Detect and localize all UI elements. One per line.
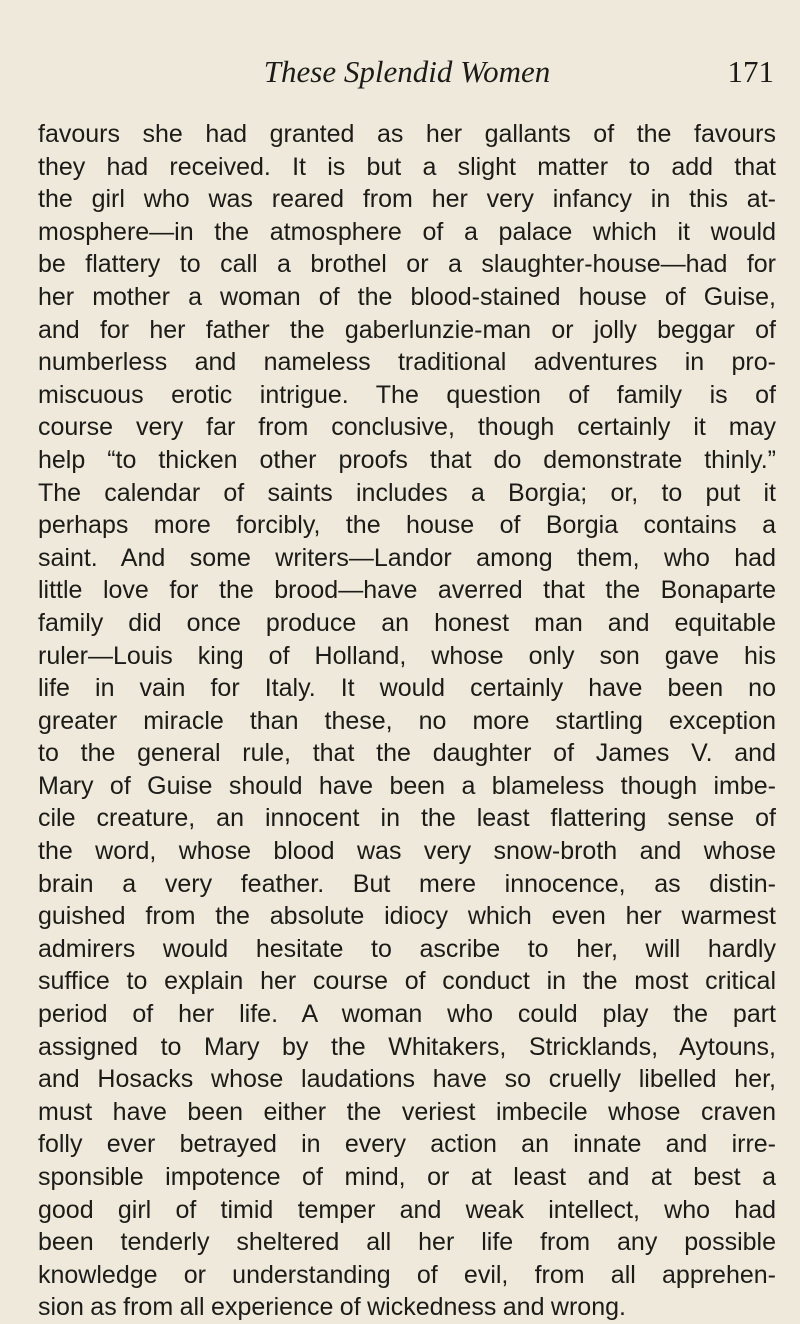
text-line: they had received. It is but a slight matter to add that xyxy=(38,152,776,181)
text-line: life in vain for Italy. It would certainly have been no xyxy=(38,674,776,703)
text-line: Mary of Guise should have been a blameless though imbe- xyxy=(38,771,776,800)
text-line: perhaps more forcibly, the house of Borgia contains a xyxy=(38,511,776,540)
book-page xyxy=(38,52,776,1324)
text-line: period of her life. A woman who could play the part xyxy=(38,1000,776,1029)
text-line: little love for the brood—have averred that the Bonaparte xyxy=(38,576,776,605)
text-line: ruler—Louis king of Holland, whose only son gave his xyxy=(38,641,776,670)
text-line: knowledge or understanding of evil, from all apprehen- xyxy=(38,1260,776,1289)
text-line: saint. And some writers—Landor among them, who had xyxy=(38,543,776,572)
text-line: the girl who was reared from her very infancy in this at- xyxy=(38,185,776,214)
text-line: cile creature, an innocent in the least flattering sense of xyxy=(38,804,776,833)
text-line: brain a very feather. But mere innocence, as distin- xyxy=(38,869,776,898)
text-line: her mother a woman of the blood-stained house of Guise, xyxy=(38,282,776,311)
text-line: help “to thicken other proofs that do demonstrate thinly.” xyxy=(38,445,776,474)
text-line: suffice to explain her course of conduct in the most critical xyxy=(38,967,776,996)
running-title: These Splendid Women xyxy=(263,54,551,89)
text-line: admirers would hesitate to ascribe to her, will hardly xyxy=(38,934,776,963)
text-line: numberless and nameless traditional adventures in pro- xyxy=(38,348,776,377)
text-line: been tenderly sheltered all her life from any possible xyxy=(38,1228,776,1257)
text-line: sponsible impotence of mind, or at least and at best a xyxy=(38,1163,776,1191)
page-number: 171 xyxy=(727,54,774,89)
text-line: greater miracle than these, no more startling exception xyxy=(38,706,776,735)
text-line: family did once produce an honest man and equitable xyxy=(38,608,776,637)
text-line: and Hosacks whose laudations have so cruelly libelled her, xyxy=(38,1065,776,1094)
text-line: be flattery to call a brothel or a slaughter-house—had for xyxy=(38,250,776,279)
body-text xyxy=(38,118,776,1324)
text-line: folly ever betrayed in every action an innate and irre- xyxy=(38,1130,776,1159)
text-line: The calendar of saints includes a Borgia; or, to put it xyxy=(38,478,776,507)
text-line: good girl of timid temper and weak intellect, who had xyxy=(38,1195,776,1224)
text-line: mosphere—in the atmosphere of a palace which it would xyxy=(38,217,776,246)
text-line: the word, whose blood was very snow-broth and whose xyxy=(38,837,776,866)
text-line: favours she had granted as her gallants of the favours xyxy=(38,120,776,148)
text-line: miscuous erotic intrigue. The question of family is of xyxy=(38,380,776,409)
text-line: sion as from all experience of wickedness and wrong. xyxy=(38,1293,626,1322)
text-line: must have been either the veriest imbecile whose craven xyxy=(38,1097,776,1126)
text-line: and for her father the gaberlunzie-man or jolly beggar of xyxy=(38,315,776,344)
text-line: course very far from conclusive, though certainly it may xyxy=(38,413,776,442)
text-line: guished from the absolute idiocy which even her warmest xyxy=(38,902,776,931)
text-line: to the general rule, that the daughter of James V. and xyxy=(38,739,776,768)
running-head xyxy=(38,52,776,96)
text-line: assigned to Mary by the Whitakers, Stricklands, Aytouns, xyxy=(38,1032,776,1061)
